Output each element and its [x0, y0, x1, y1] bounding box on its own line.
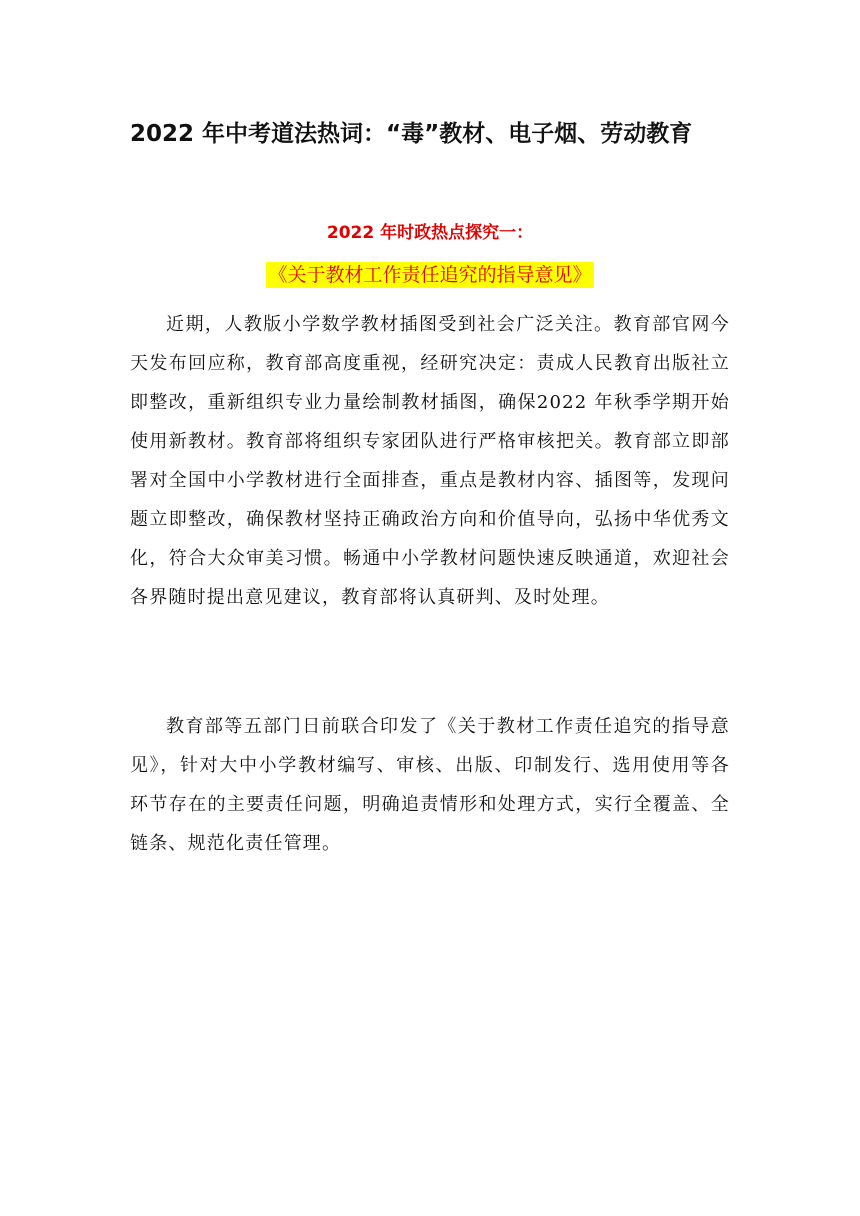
highlighted-subtitle: 《关于教材工作责任追究的指导意见》 [268, 264, 592, 286]
document-title: 2022 年中考道法热词：“毒”教材、电子烟、劳动教育 [130, 121, 693, 147]
paragraph-1: 近期，人教版小学数学教材插图受到社会广泛关注。教育部官网今天发布回应称，教育部高度重视，经研究决定：责成人民教育出版社立即整改，重新组织专业力量绘制教材插图，确保2022 年秋季学期开始使用新教材。教育部将组织专家团队进行严格审核把关。教育部立即部署对全国中小学教材进行全面排查，重点是教材内容、插图等，发现问题立即整改，确保教材坚持正确政治方向和价值导向，弘扬中华优秀文化，符合大众审美习惯。畅通中小学教材问题快速反映通道，欢迎社会各界随时提出意见建议，教育部将认真研判、及时处理。 [130, 314, 730, 608]
section-heading: 2022 年时政热点探究一： [326, 223, 534, 243]
paragraph-2: 教育部等五部门日前联合印发了《关于教材工作责任追究的指导意见》，针对大中小学教材编写、审核、出版、印制发行、选用使用等各环节存在的主要责任问题，明确追责情形和处理方式，实行全覆盖、全链条、规范化责任管理。 [130, 716, 730, 854]
subtitle-row [130, 260, 730, 291]
